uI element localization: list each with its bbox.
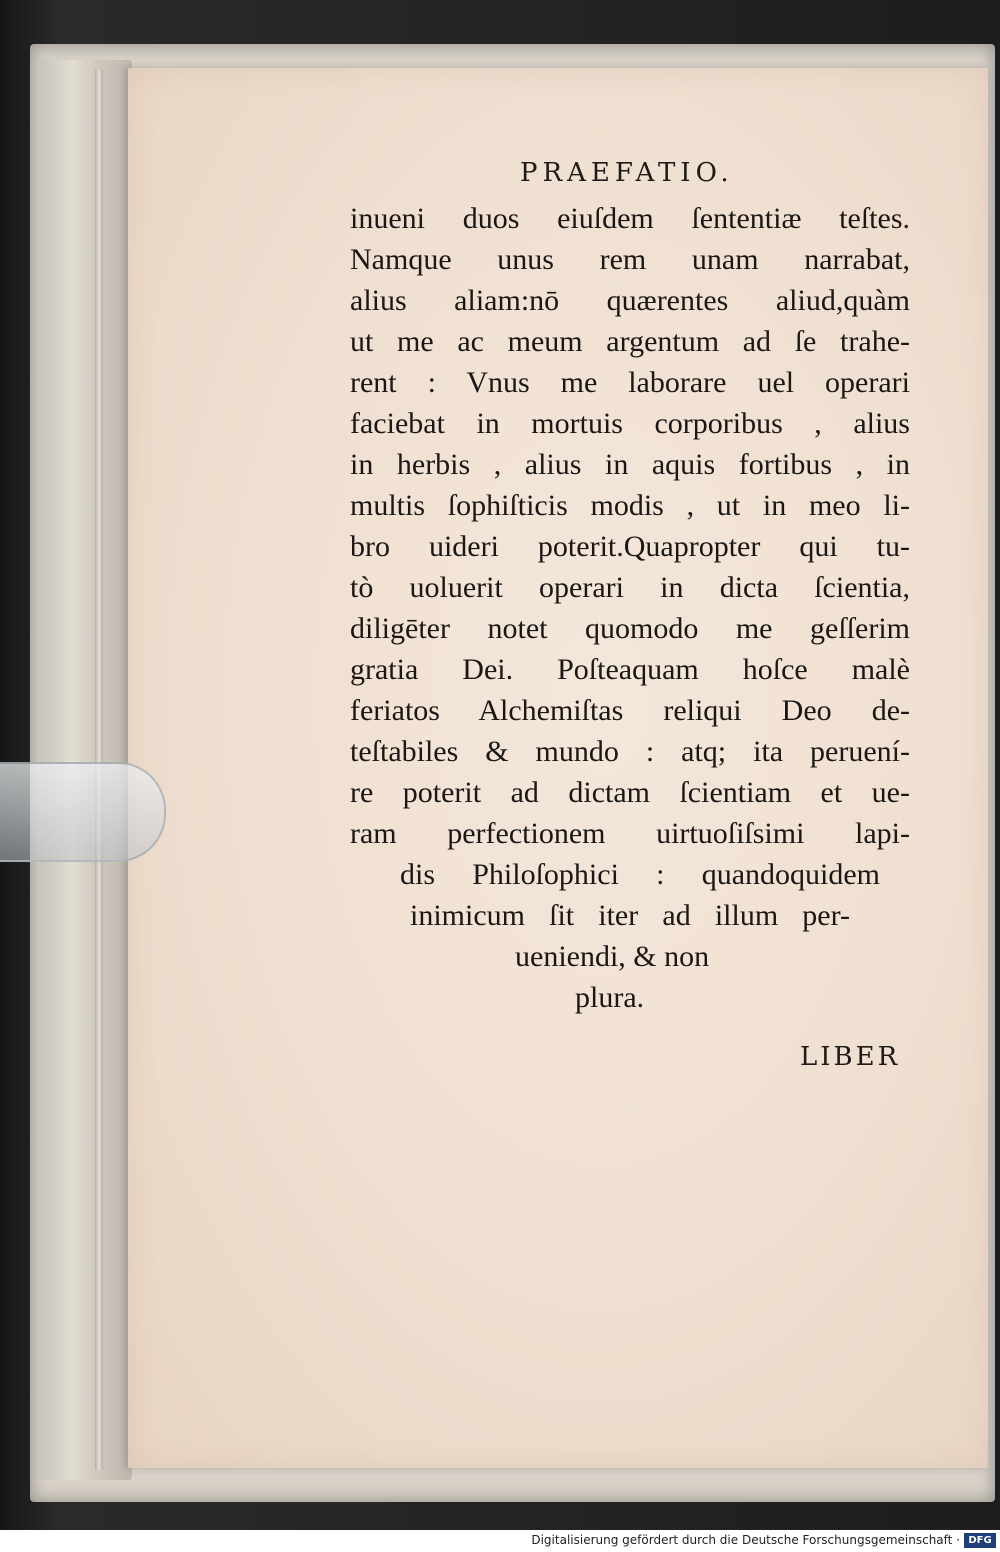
text-line-18: inimicum ſit iter ad illum per- [410,899,850,932]
text-line-7: in herbis , alius in aquis fortibus , in [350,448,910,481]
text-line-5: rent : Vnus me laborare uel operari [350,366,910,399]
text-line-8: multis ſophiſticis modis , ut in meo li- [350,489,910,522]
text-line-1: inueni duos eiuſdem ſententiæ teſtes. [350,202,910,235]
text-line-19: ueniendi, & non [515,940,710,973]
footer-bar [0,1530,1000,1552]
text-line-9: bro uideri poterit.Quapropter qui tu- [350,530,910,563]
text-line-4: ut me ac meum argentum ad ſe trahe- [350,325,910,358]
text-line-15: re poterit ad dictam ſcientiam et ue- [350,776,910,809]
running-head: PRAEFATIO. [520,158,734,188]
catchword: LIBER [800,1042,901,1072]
text-line-20: plura. [575,981,645,1014]
text-line-11: diligēter notet quomodo me geſſerim [350,612,910,645]
dfg-logo: DFG [964,1533,996,1548]
text-line-10: tò uoluerit operari in dicta ſcientia, [350,571,910,604]
text-line-14: teſtabiles & mundo : atq; ita peruení- [350,735,910,768]
text-line-12: gratia Dei. Poſteaquam hoſce malè [350,653,910,686]
text-line-16: ram perfectionem uirtuoſiſsimi lapi- [350,817,910,850]
text-line-13: feriatos Alchemiſtas reliqui Deo de- [350,694,910,727]
text-line-6: faciebat in mortuis corporibus , alius [350,407,910,440]
glass-page-clip [0,762,166,862]
text-line-3: alius aliam:nō quærentes aliud,quàm [350,284,910,317]
text-line-2: Namque unus rem unam narrabat, [350,243,910,276]
text-line-17: dis Philoſophici : quandoquidem [400,858,880,891]
digitization-credit: Digitalisierung gefördert durch die Deutsche Forschungsgemeinschaft · [531,1533,960,1547]
